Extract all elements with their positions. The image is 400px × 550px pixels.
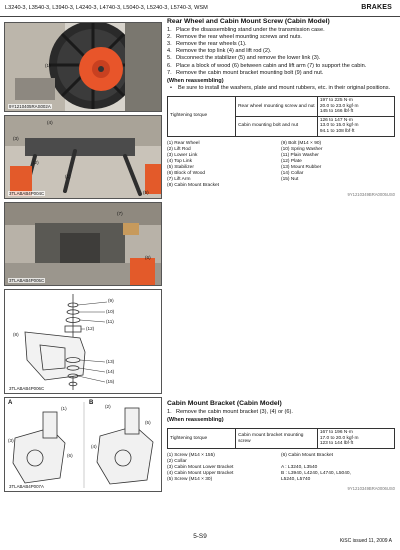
step-text: Remove the cabin mount bracket (3), (4) or (6). [176,409,293,416]
legend-item: (4) Cabin Mount Upper Bracket [167,471,234,477]
links-photo-art [5,116,162,199]
legend-item: (3) Lower Link [167,152,198,158]
legend-item: (5) Stabilizer [167,164,194,170]
legend-item [281,183,395,189]
legend-item: (6) Cabin Mount Bracket [281,453,333,459]
parts-legend [167,141,395,189]
step-number: 5. [167,55,172,62]
step-text: Place a block of wood (6) between cabin and lift arm (7) to support the cabin. [176,62,367,69]
procedure-steps [167,27,395,77]
torque-item: Cabin mount bracket mounting screw [236,429,318,449]
legend-item: (7) Lift Arm [167,176,191,182]
photo-links [4,115,162,199]
torque-nm: 167 to 196 N·m [319,430,353,436]
torque-label: Tightening torque [168,96,236,136]
bullet-icon: • [170,84,172,91]
block-photo-art [5,203,162,286]
step-number: 1. [167,409,172,416]
section-title: Rear Wheel and Cabin Mount Screw (Cabin Model) [167,18,330,25]
step-text: Remove the rear wheels (1). [176,41,247,48]
legend-item: L5240, L5740 [281,477,311,483]
legend-item: (4) Top Link [167,158,192,164]
step-number: 7. [167,69,172,76]
torque-table [167,428,395,449]
page-number: 5-S9 [193,533,207,540]
callout-4: (4) [47,120,53,125]
legend-item: (13) Mount Rubber [281,164,322,170]
callout-5: (5) [145,420,151,425]
torque-item: Cabin mounting bolt and nut [236,116,318,136]
torque-kgfm: 17.0 to 20.0 kgf·m [319,435,359,441]
step-text: Place the disassembling stand under the transmission case. [176,27,325,34]
callout-8: (8) [13,332,19,337]
callout-5: (5) [143,190,149,195]
step [167,48,395,55]
step-text: Remove the rear wheel mounting screws and nuts. [176,34,302,41]
step [167,55,395,62]
reassembling-note-text: Be sure to install the washers, plate and mount rubbers, etc. in their original positions. [178,84,391,91]
callout-15: (15) [106,379,115,384]
section-cabin-mount-bracket [167,400,395,492]
step-number: 1. [167,27,172,34]
callout-11: (11) [106,319,114,324]
step [167,409,395,416]
legend-item: (1) Screw (M14 × 155) [167,453,215,459]
reassembling-title: (When reassembling) [167,77,224,84]
legend-item: (6) Block of Wood [167,170,206,176]
torque-value [317,116,394,136]
legend-item: (5) Screw (M14 × 30) [167,477,213,483]
torque-label: Tightening torque [168,429,236,449]
variant-label-b: B [89,400,94,406]
mount-bracket-drawing [5,290,162,394]
header-section-title: BRAKES [361,4,392,11]
callout-9: (9) [108,298,114,303]
callout-2: (2) [33,160,39,165]
legend-item: (3) Cabin Mount Lower Bracket [167,465,234,471]
legend-item: B : L3940, L4240, L4740, L5040, [281,471,351,477]
callout-6: (6) [67,453,73,458]
torque-nm: 197 to 225 N·m [319,97,353,103]
torque-lbfft: 145 to 166 lbf·ft [319,109,354,115]
torque-item: Rear wheel mounting screw and nut [236,96,318,116]
step-number: 4. [167,48,172,55]
torque-nm: 126 to 147 N·m [319,117,353,123]
drawing-mount-bracket [4,289,162,394]
page-header [0,0,400,17]
photo-rear-wheel [4,22,162,112]
issue-info: KiSC issued 11, 2009 A [339,538,392,544]
drawing-bracket-variants [4,397,162,492]
legend-item: (8) Cabin Mount Bracket [167,182,219,188]
callout-2: (2) [105,404,111,409]
figure-code: 3TLABAB4P006C [9,386,45,391]
section-title: Cabin Mount Bracket (Cabin Model) [167,400,282,407]
step-number: 2. [167,34,172,41]
legend-item: (9) Bolt (M14 × 90) [281,140,322,146]
callout-14: (14) [106,369,115,374]
header-models: L3240-3, L3540-3, L3940-3, L4240-3, L4740-3, L5040-3, L5240-3, L5740-3, WSM [5,5,208,11]
legend-item: (12) Plate [281,158,302,164]
reassembling-title: (When reassembling) [167,417,224,424]
torque-value [317,429,394,449]
document-code: 9Y1210349BRA0006US0 [347,486,395,492]
torque-table [167,96,395,137]
step [167,41,395,48]
torque-value [317,96,394,116]
step-text: Remove the cabin mount bracket mounting bolt (9) and nut. [176,69,324,76]
legend-item: (10) Spring Washer [281,146,323,152]
callout-1: (1) [61,406,67,411]
step-number: 3. [167,41,172,48]
callout-4: (4) [91,444,97,449]
callout-6: (6) [145,255,151,260]
legend-item: (11) Plain Washer [281,152,319,158]
callout-3: (3) [8,438,14,443]
step-number: 6. [167,62,172,69]
figure-code: 3TLABAB4P005C [9,278,45,283]
legend-item: (2) Lift Rod [167,146,191,152]
step [167,27,395,34]
torque-lbfft: 94.1 to 108 lbf·ft [319,128,355,134]
torque-lbfft: 123 to 144 lbf·ft [319,441,354,447]
figure-code: 3TLABAB4P004C [9,191,45,196]
section-rear-wheel [167,18,395,198]
variant-label-a: A [8,400,13,406]
step-text: Remove the top link (4) and lift rod (2). [176,48,272,55]
callout-1: (1) [45,63,51,68]
step [167,63,395,70]
figure-code: 9Y1210405RAS002A [9,104,51,109]
callout-13: (13) [106,359,115,364]
step [167,70,395,77]
figure-code: 3TLABAB4P007A [9,484,44,489]
parts-legend [167,453,395,483]
legend-item: (1) Rear Wheel [167,140,200,146]
callout-10: (10) [106,309,115,314]
bracket-variants-drawing [5,398,162,492]
photo-block-of-wood [4,202,162,286]
legend-item: A : L3240, L3540 [281,465,318,471]
legend-item: (14) Collar [281,170,304,176]
legend-item: (15) Nut [281,176,299,182]
callout-7: (7) [117,211,123,216]
step [167,34,395,41]
document-code: 9Y1210349BRA0005US0 [347,191,395,197]
callout-12: (12) [86,326,95,331]
rear-wheel-photo-art [5,23,162,112]
procedure-steps [167,409,395,416]
figure-column [4,22,162,492]
step-text: Disconnect the stabilizer (5) and remove the lower link (3). [176,55,321,62]
torque-kgfm: 20.0 to 23.0 kgf·m [319,103,359,109]
legend-item: (2) Collar [167,459,187,465]
reassembling-note [167,85,395,92]
callout-3: (3) [13,136,19,141]
torque-kgfm: 13.0 to 15.0 kgf·m [319,123,359,129]
callout-1: (1) [65,174,71,179]
